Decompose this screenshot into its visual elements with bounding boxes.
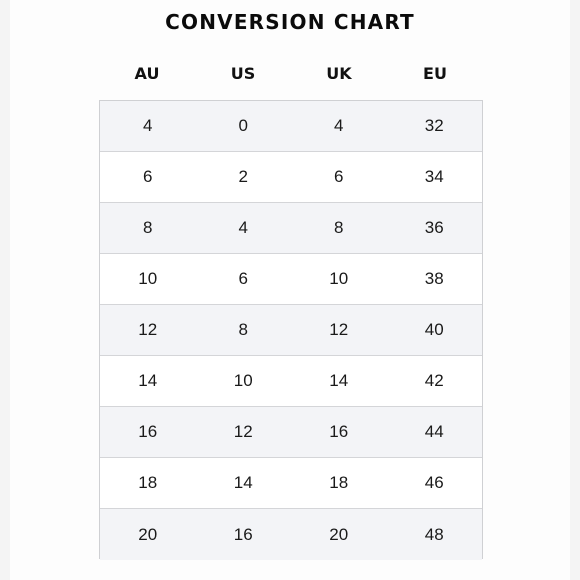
- cell-us: 12: [233, 422, 253, 441]
- table-row: [100, 101, 482, 152]
- table-row: [100, 356, 482, 407]
- cell-au: 4: [143, 116, 153, 135]
- cell-uk: 10: [329, 269, 349, 288]
- cell-au: 20: [138, 524, 158, 544]
- cell-us: 14: [233, 473, 253, 492]
- cell-au: 10: [138, 269, 158, 288]
- table-row: [100, 203, 482, 254]
- table-row: [100, 509, 482, 560]
- cell-us: 6: [238, 269, 248, 288]
- column-header-au: AU: [134, 64, 160, 83]
- cell-us: 0: [238, 116, 248, 135]
- column-header-us: US: [230, 64, 256, 83]
- table-row: [100, 458, 482, 509]
- cell-eu: 48: [424, 524, 444, 544]
- cell-eu: 36: [424, 218, 444, 237]
- cell-au: 6: [143, 167, 153, 186]
- cell-au: 18: [138, 473, 158, 492]
- table-row: [100, 152, 482, 203]
- cell-au: 16: [138, 422, 158, 441]
- cell-eu: 38: [424, 269, 444, 288]
- page-title: CONVERSION CHART: [165, 10, 415, 34]
- cell-us: 4: [238, 218, 248, 237]
- cell-eu: 46: [424, 473, 444, 492]
- cell-us: 2: [238, 167, 248, 186]
- cell-eu: 34: [424, 167, 444, 186]
- cell-us: 10: [233, 371, 253, 390]
- table-row: [100, 254, 482, 305]
- cell-uk: 12: [329, 320, 349, 339]
- cell-eu: 40: [424, 320, 444, 339]
- cell-eu: 42: [424, 371, 444, 390]
- cell-eu: 44: [424, 422, 444, 441]
- cell-au: 12: [138, 320, 158, 339]
- column-header-uk: UK: [326, 64, 352, 83]
- table-row: [100, 305, 482, 356]
- cell-au: 8: [143, 218, 153, 237]
- cell-uk: 18: [329, 473, 349, 492]
- cell-eu: 32: [424, 116, 444, 135]
- cell-uk: 14: [329, 371, 349, 390]
- cell-au: 14: [138, 371, 158, 390]
- cell-uk: 8: [334, 218, 344, 237]
- cell-uk: 16: [329, 422, 349, 441]
- cell-uk: 20: [329, 524, 349, 544]
- cell-uk: 6: [334, 167, 344, 186]
- conversion-table: [99, 100, 483, 559]
- table-header: [99, 64, 483, 86]
- cell-uk: 4: [334, 116, 344, 135]
- table-row: [100, 407, 482, 458]
- column-header-eu: EU: [423, 64, 447, 83]
- cell-us: 16: [233, 524, 253, 544]
- cell-us: 8: [238, 320, 248, 339]
